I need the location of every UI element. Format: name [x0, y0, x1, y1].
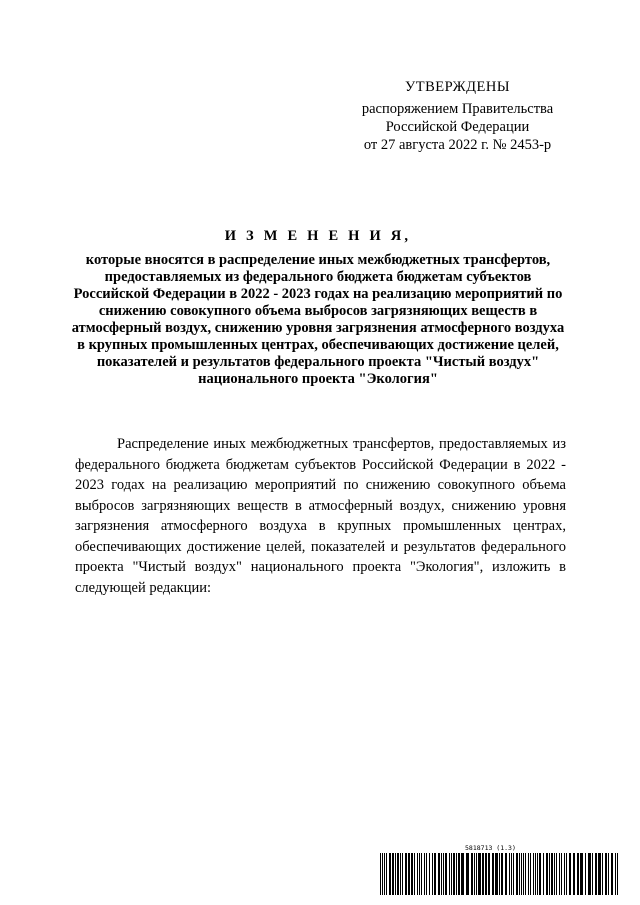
barcode-bar — [386, 853, 387, 895]
barcode-bar — [485, 853, 487, 895]
barcode-bar — [592, 853, 593, 895]
approval-line-1: распоряжением Правительства — [361, 101, 554, 117]
barcode-bar — [449, 853, 450, 895]
barcode-bar — [389, 853, 391, 895]
barcode-bar — [513, 853, 514, 895]
barcode-bar — [549, 853, 550, 895]
barcode-bar — [402, 853, 403, 895]
barcode-bar — [559, 853, 560, 895]
barcode-bar — [421, 853, 422, 895]
barcode-bar — [551, 853, 553, 895]
barcode-bar — [556, 853, 557, 895]
barcode-bar — [458, 853, 460, 895]
barcode-bar — [501, 853, 503, 895]
document-heading — [60, 228, 576, 388]
barcode-bar — [605, 853, 607, 895]
barcode-bar — [380, 853, 381, 895]
barcode-bar — [419, 853, 420, 895]
barcode-bar — [397, 853, 399, 895]
barcode-bar — [525, 853, 526, 895]
barcode-bar — [400, 853, 401, 895]
barcode-bar — [516, 853, 518, 895]
barcode-bar — [488, 853, 490, 895]
barcode-bar — [505, 853, 507, 895]
barcode-bar — [509, 853, 510, 895]
barcode-caption: 5818713 (1.3) — [465, 844, 516, 852]
barcode-bar — [432, 853, 433, 895]
barcode-bar — [499, 853, 500, 895]
barcode-image — [380, 853, 620, 895]
barcode-bar — [523, 853, 524, 895]
barcode-bar — [595, 853, 597, 895]
barcode-bar — [474, 853, 475, 895]
barcode-bar — [537, 853, 538, 895]
barcode-bar — [573, 853, 575, 895]
barcode-bar — [434, 853, 436, 895]
barcode-bar — [495, 853, 498, 895]
body-paragraph: Распределение иных межбюджетных трансфертов, предоставляемых из федерального бюджета бюджетам субъектов Российской Федерации в 2022 - 2023 годах на реализацию мероприятий по снижению совокупного объема выбросов загрязняющих веществ в атмосферный воздух, снижению уровня загрязнения атмосферного воздуха в крупных промышленных центрах, обеспечивающих достижение целей, показателей и результатов федерального проекта "Чистый воздух" национального проекта "Экология", изложить в следующей редакции: — [75, 436, 566, 596]
barcode-bar — [482, 853, 484, 895]
barcode-bar — [414, 853, 415, 895]
barcode-bar — [569, 853, 571, 895]
heading-title: И З М Е Н Е Н И Я, — [224, 228, 412, 244]
barcode-bar — [438, 853, 440, 895]
barcode-bar — [426, 853, 427, 895]
barcode-bar — [443, 853, 444, 895]
barcode-bar — [528, 853, 529, 895]
barcode-bar — [608, 853, 609, 895]
barcode-bar — [392, 853, 394, 895]
barcode-bar — [441, 853, 442, 895]
barcode-bar — [519, 853, 520, 895]
barcode-bar — [384, 853, 385, 895]
barcode-bar — [611, 853, 613, 895]
barcode-bar — [588, 853, 591, 895]
approval-stamp — [345, 78, 570, 154]
barcode-bar — [411, 853, 413, 895]
barcode-bar — [535, 853, 536, 895]
barcode-bar — [566, 853, 567, 895]
barcode-bar — [417, 853, 418, 895]
barcode-bar — [617, 853, 618, 895]
barcode-bar — [395, 853, 396, 895]
barcode-bar — [585, 853, 586, 895]
barcode-bar — [471, 853, 473, 895]
barcode-bar — [602, 853, 603, 895]
barcode-bar — [577, 853, 579, 895]
barcode-bar — [533, 853, 534, 895]
barcode-bar — [615, 853, 616, 895]
barcode-bar — [445, 853, 447, 895]
barcode-bar — [453, 853, 455, 895]
approval-line-2: Российской Федерации — [385, 119, 530, 135]
approval-line-3: от 27 августа 2022 г. № 2453-р — [363, 137, 552, 153]
barcode-bar — [424, 853, 425, 895]
barcode-bar — [429, 853, 430, 895]
heading-subtitle: которые вносятся в распределение иных межбюджетных трансфертов, предоставляемых из федерального бюджета бюджетам субъектов Российской Федерации в 2022 - 2023 годах на реализацию мероприятий по снижению совокупного объема выбросов загрязняющих веществ в атмосферный воздух, снижению уровня загрязнения атмосферного воздуха в крупных промышленных центрах, обеспечивающих достижение целей, показателей и результатов федерального проекта "Чистый воздух" национального проекта "Экология" — [71, 252, 565, 387]
barcode-bar — [580, 853, 583, 895]
barcode-bar — [539, 853, 541, 895]
barcode-bar — [564, 853, 565, 895]
barcode-bar — [476, 853, 477, 895]
barcode-bar — [530, 853, 531, 895]
barcode-bar — [461, 853, 464, 895]
barcode-bar — [521, 853, 522, 895]
document-barcode — [380, 844, 620, 896]
barcode-bar — [478, 853, 481, 895]
barcode-bar — [543, 853, 544, 895]
barcode-bar — [466, 853, 469, 895]
barcode-bar — [456, 853, 457, 895]
barcode-bar — [492, 853, 494, 895]
barcode-bar — [511, 853, 512, 895]
barcode-bar — [382, 853, 383, 895]
barcode-bar — [405, 853, 407, 895]
barcode-bar — [451, 853, 452, 895]
barcode-bar — [598, 853, 601, 895]
barcode-bar — [554, 853, 555, 895]
barcode-bar — [546, 853, 548, 895]
barcode-bar — [408, 853, 410, 895]
barcode-bar — [561, 853, 562, 895]
approval-title: УТВЕРЖДЕНЫ — [404, 79, 511, 95]
